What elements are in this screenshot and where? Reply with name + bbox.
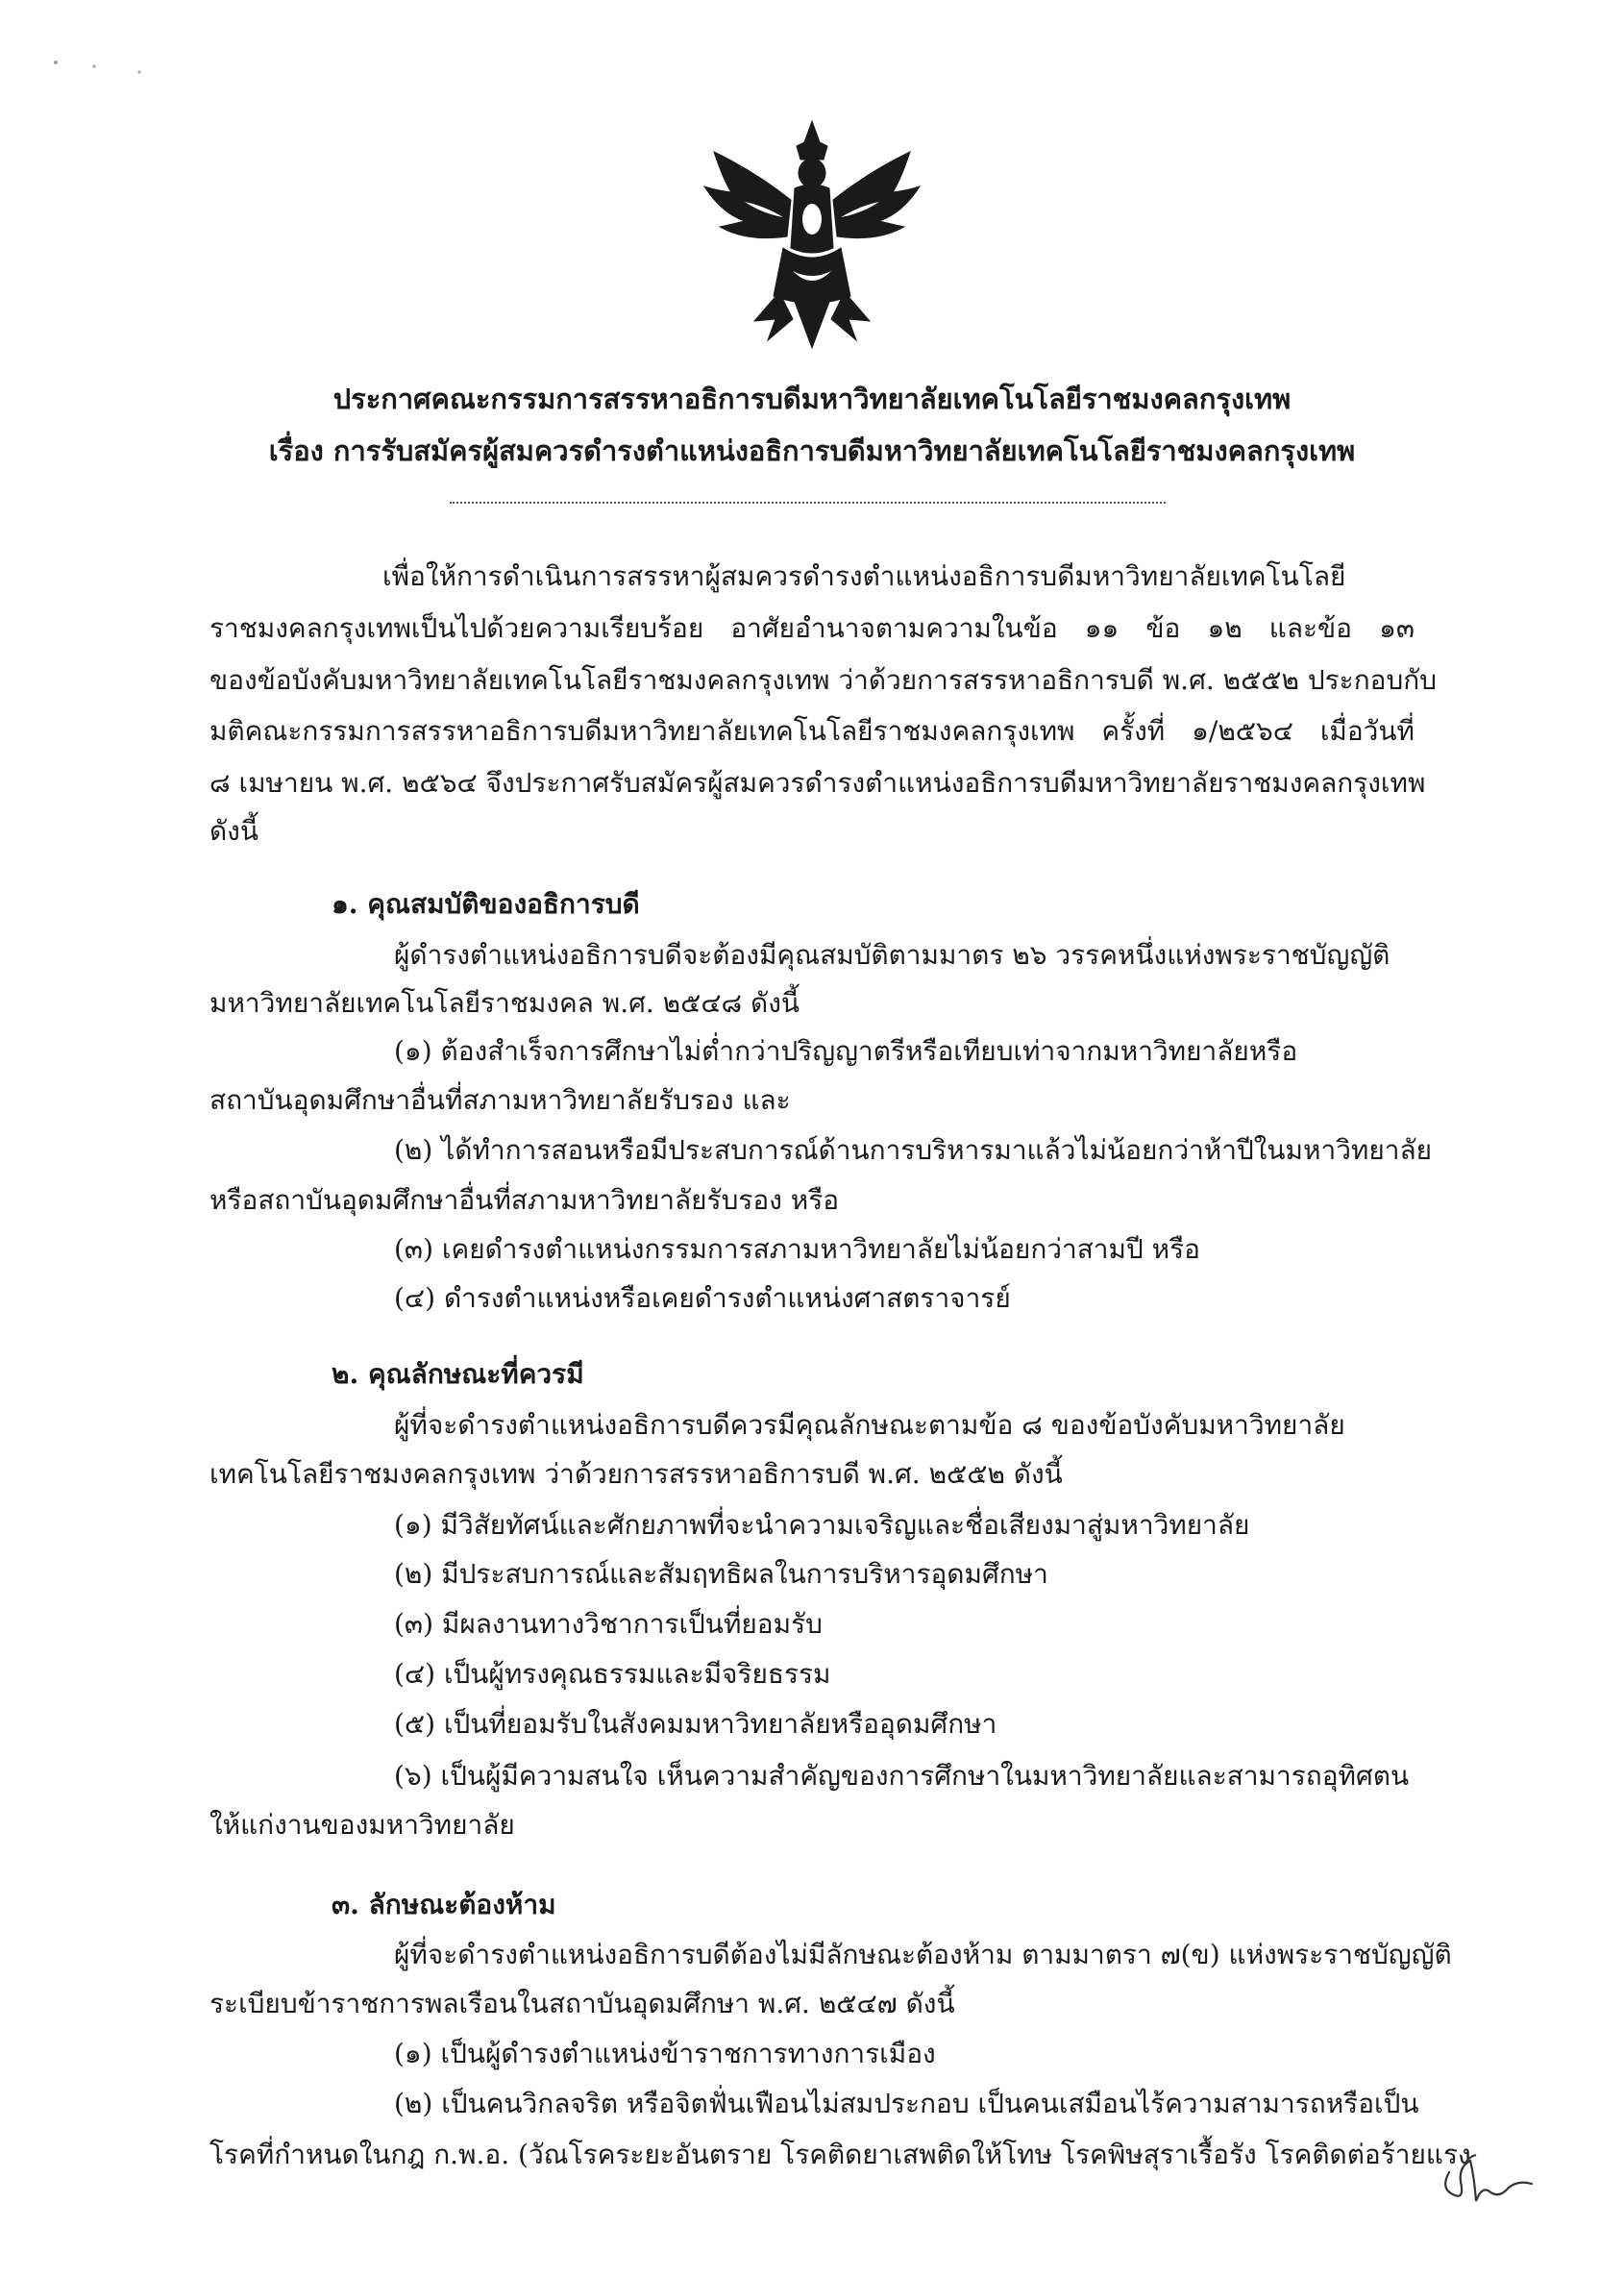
list-item: (๓) เคยดำรงตำแหน่งกรรมการสภามหาวิทยาลัยไม่น้อยกว่าสามปี หรือ (394, 1233, 1200, 1265)
section-line: ผู้ที่จะดำรงตำแหน่งอธิการบดีควรมีคุณลักษณะตามข้อ ๘ ของข้อบังคับมหาวิทยาลัย (394, 1409, 1345, 1441)
announcement-subject: เรื่อง การรับสมัครผู้สมควรดำรงตำแหน่งอธิการบดีมหาวิทยาลัยเทคโนโลยีราชมงคลกรุงเทพ (268, 434, 1356, 467)
list-item: (๑) มีวิสัยทัศน์และศักยภาพที่จะนำความเจริญและชื่อเสียงมาสู่มหาวิทยาลัย (394, 1509, 1250, 1541)
section-heading-characteristics: ๒. คุณลักษณะที่ควรมี (332, 1358, 584, 1390)
section-line: ระเบียบข้าราชการพลเรือนในสถาบันอุดมศึกษา พ.ศ. ๒๕๔๗ ดังนี้ (209, 1988, 955, 2019)
section-line: มหาวิทยาลัยเทคโนโลยีราชมงคล พ.ศ. ๒๕๔๘ ดังนี้ (209, 987, 800, 1019)
dotted-divider (450, 502, 1166, 504)
intro-line: ดังนี้ (209, 815, 258, 847)
section-line: เทคโนโลยีราชมงคลกรุงเทพ ว่าด้วยการสรรหาอธิการบดี พ.ศ. ๒๕๕๒ ดังนี้ (209, 1458, 1063, 1490)
garuda-emblem-icon (687, 113, 937, 354)
intro-line: ของข้อบังคับมหาวิทยาลัยเทคโนโลยีราชมงคลกรุงเทพ ว่าด้วยการสรรหาอธิการบดี พ.ศ. ๒๕๕๒ ประกอบกับ (209, 664, 1437, 696)
intro-line: เพื่อให้การดำเนินการสรรหาผู้สมควรดำรงตำแหน่งอธิการบดีมหาวิทยาลัยเทคโนโลยี (382, 560, 1346, 592)
section-heading-prohibitions: ๓. ลักษณะต้องห้าม (332, 1889, 556, 1920)
list-item: (๔) ดำรงตำแหน่งหรือเคยดำรงตำแหน่งศาสตราจารย์ (394, 1282, 1011, 1314)
intro-line: ราชมงคลกรุงเทพเป็นไปด้วยความเรียบร้อย อาศัยอำนาจตามความในข้อ ๑๑ ข้อ ๑๒ และข้อ ๑๓ (209, 612, 1415, 644)
list-item: (๓) มีผลงานทางวิชาการเป็นที่ยอมรับ (394, 1608, 823, 1640)
section-line: ผู้ดำรงตำแหน่งอธิการบดีจะต้องมีคุณสมบัติตามมาตร ๒๖ วรรคหนึ่งแห่งพระราชบัญญัติ (394, 939, 1390, 971)
intro-line: มติคณะกรรมการสรรหาอธิการบดีมหาวิทยาลัยเทคโนโลยีราชมงคลกรุงเทพ ครั้งที่ ๑/๒๕๖๔ เมื่อวันที่ (209, 715, 1415, 747)
list-item: (๒) เป็นคนวิกลจริต หรือจิตฟั่นเฟือนไม่สมประกอบ เป็นคนเสมือนไร้ความสามารถหรือเป็น (394, 2088, 1419, 2119)
section-line: ผู้ที่จะดำรงตำแหน่งอธิการบดีต้องไม่มีลักษณะต้องห้าม ตามมาตรา ๗(ข) แห่งพระราชบัญญัติ (394, 1939, 1452, 1970)
handwritten-initials-icon (1432, 2143, 1538, 2220)
section-line: ให้แก่งานของมหาวิทยาลัย (209, 1809, 515, 1841)
section-line: โรคที่กำหนดในกฎ ก.พ.อ. (วัณโรคระยะอันตราย โรคติดยาเสพติดให้โทษ โรคพิษสุราเรื้อรัง โรคติดต่อร้ายแรง (209, 2139, 1471, 2170)
section-line: สถาบันอุดมศึกษาอื่นที่สภามหาวิทยาลัยรับรอง และ (209, 1084, 791, 1116)
list-item: (๒) ได้ทำการสอนหรือมีประสบการณ์ด้านการบริหารมาแล้วไม่น้อยกว่าห้าปีในมหาวิทยาลัย (394, 1134, 1433, 1166)
list-item: (๒) มีประสบการณ์และสัมฤทธิผลในการบริหารอุดมศึกษา (394, 1558, 1048, 1590)
section-line: หรือสถาบันอุดมศึกษาอื่นที่สภามหาวิทยาลัยรับรอง หรือ (209, 1184, 840, 1216)
list-item: (๑) ต้องสำเร็จการศึกษาไม่ต่ำกว่าปริญญาตรีหรือเทียบเท่าจากมหาวิทยาลัยหรือ (394, 1035, 1298, 1067)
section-heading-qualifications: ๑. คุณสมบัติของอธิการบดี (332, 888, 640, 920)
scan-specks (48, 53, 163, 91)
list-item: (๕) เป็นที่ยอมรับในสังคมมหาวิทยาลัยหรืออุดมศึกษา (394, 1708, 997, 1740)
intro-line: ๘ เมษายน พ.ศ. ๒๕๖๔ จึงประกาศรับสมัครผู้สมควรดำรงตำแหน่งอธิการบดีมหาวิทยาลัยราชมงคลกรุงเทพ (209, 767, 1426, 799)
list-item: (๖) เป็นผู้มีความสนใจ เห็นความสำคัญของการศึกษาในมหาวิทยาลัยและสามารถอุทิศตน (394, 1760, 1410, 1792)
list-item: (๔) เป็นผู้ทรงคุณธรรมและมีจริยธรรม (394, 1658, 831, 1690)
announcement-title: ประกาศคณะกรรมการสรรหาอธิการบดีมหาวิทยาลัยเทคโนโลยีราชมงคลกรุงเทพ (332, 383, 1292, 415)
list-item: (๑) เป็นผู้ดำรงตำแหน่งข้าราชการทางการเมือง (394, 2038, 936, 2069)
